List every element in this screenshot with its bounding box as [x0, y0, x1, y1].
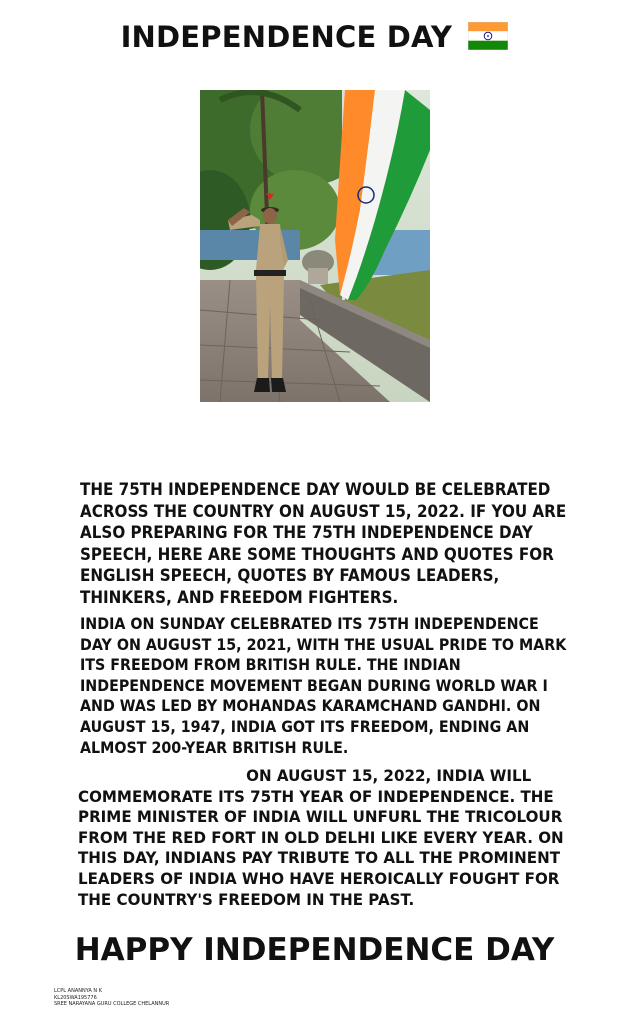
cadet-saluting-flag-photo	[200, 90, 430, 402]
closing-greeting: HAPPY INDEPENDENCE DAY	[74, 932, 555, 968]
credit-name: LCPL ANANNYA N K	[54, 988, 103, 994]
paragraph-intro: THE 75TH INDEPENDENCE DAY WOULD BE CELEBRATED ACROSS THE COUNTRY ON AUGUST 15, 2022. IF YOU ARE ALSO PREPARING FOR THE 75TH INDEPENDENCE DAY SPEECH, HERE ARE SOME THOUGHTS AND QUOTES FOR ENGLISH SPEECH, QUOTES BY FAMOUS LEADERS, THINKERS, AND FREEDOM FIGHTERS.	[80, 480, 567, 607]
page-title	[0, 20, 629, 54]
indian-flag-icon	[468, 22, 508, 50]
title-text: INDEPENDENCE DAY	[120, 20, 453, 54]
paragraph-commemoration: ON AUGUST 15, 2022, INDIA WILL COMMEMORATE ITS 75TH YEAR OF INDEPENDENCE. THE PRIME MINISTER OF INDIA WILL UNFURL THE TRICOLOUR FROM THE RED FORT IN OLD DELHI LIKE EVERY YEAR. ON THIS DAY, INDIANS PAY TRIBUTE TO ALL THE PROMINENT LEADERS OF INDIA WHO HAVE HEROICALLY FOUGHT FOR THE COUNTRY'S FREEDOM IN THE PAST.	[78, 767, 564, 909]
credit-id: KL20SWA195776	[54, 994, 97, 1001]
author-credit	[54, 988, 169, 1008]
credit-college: SREE NARAYANA GURU COLLEGE CHELANNUR	[54, 1001, 170, 1007]
paragraph-history: INDIA ON SUNDAY CELEBRATED ITS 75TH INDEPENDENCE DAY ON AUGUST 15, 2021, WITH THE USUAL PRIDE TO MARK ITS FREEDOM FROM BRITISH RULE. THE INDIAN INDEPENDENCE MOVEMENT BEGAN DURING WORLD WAR I AND WAS LED BY MOHANDAS KARAMCHAND GANDHI. ON AUGUST 15, 1947, INDIA GOT ITS FREEDOM, ENDING AN ALMOST 200-YEAR BRITISH RULE.	[80, 615, 567, 757]
